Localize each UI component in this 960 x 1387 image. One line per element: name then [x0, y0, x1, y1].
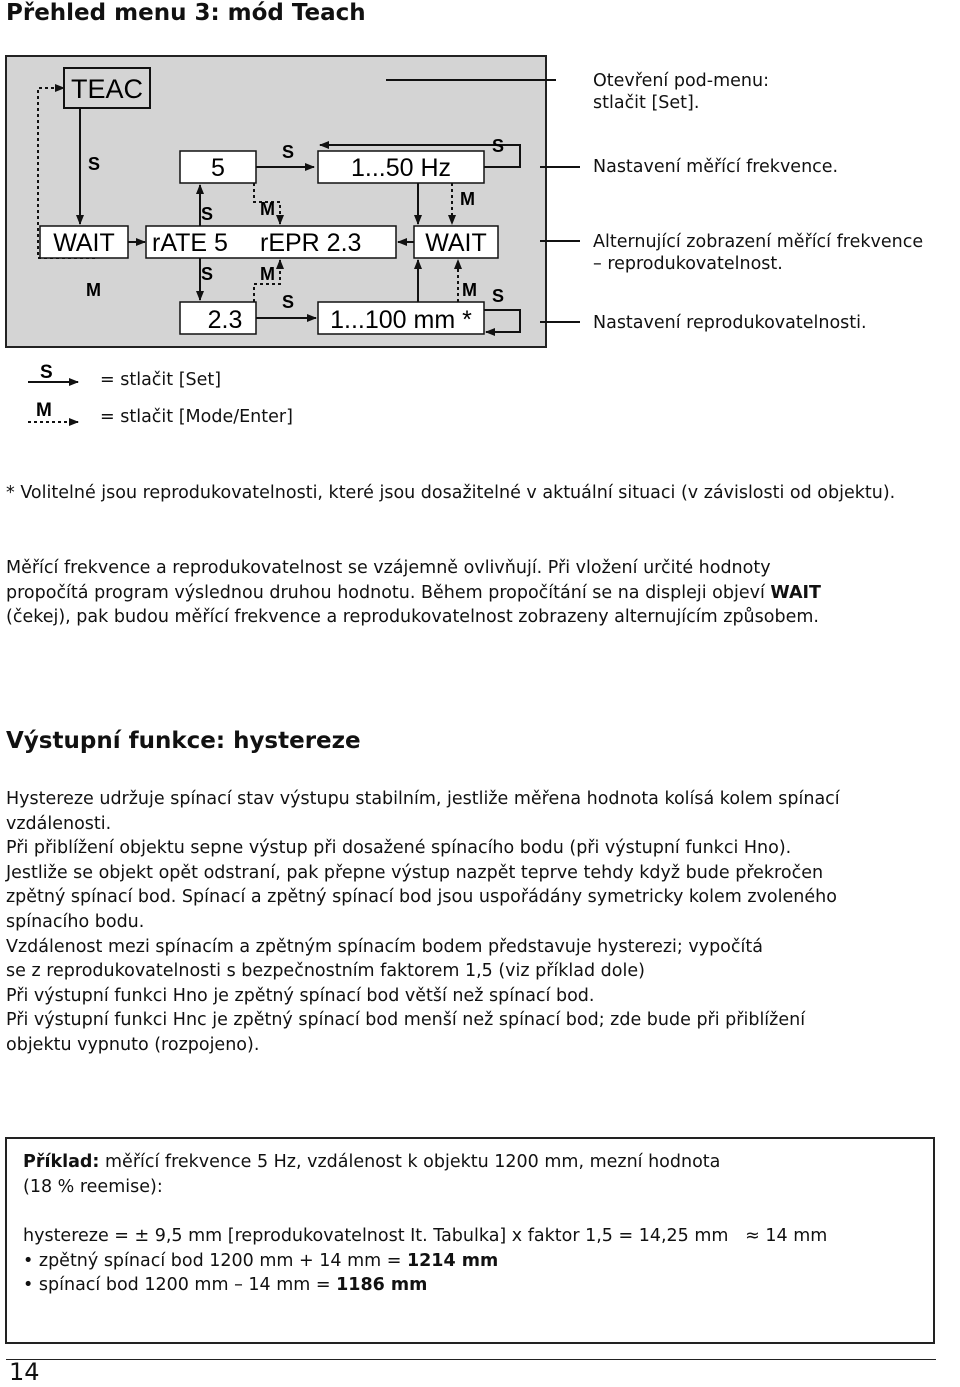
footer-divider — [6, 1359, 936, 1360]
wait-right-label: WAIT — [425, 229, 487, 257]
legend-s-key: S — [40, 362, 53, 383]
s-key-1: S — [88, 154, 101, 174]
value-5-label: 5 — [211, 154, 225, 182]
legend-s-text: = stlačit [Set] — [100, 370, 222, 390]
approx-symbol: ≈ — [745, 1226, 760, 1246]
m-key-1: M — [86, 280, 101, 300]
teac-label: TEAC — [70, 74, 144, 104]
svg-text:S: S — [492, 136, 505, 156]
page-number: 14 — [9, 1358, 40, 1386]
legend-symbols — [20, 358, 90, 430]
svg-text:S: S — [201, 264, 214, 284]
svg-text:S: S — [492, 286, 505, 306]
example-calc: hystereze = ± 9,5 mm [reprodukovatelnost It. Tabulka] x faktor 1,5 = 14,25 mm ≈ 14 mm • zpětný spínací bod 1200 mm + 14 mm = 1214 mm • spínací bod 1200 mm – 14 mm = 1186 mm — [23, 1226, 828, 1296]
page-title: Přehled menu 3: mód Teach — [6, 0, 366, 26]
legend-m-key: M — [36, 400, 52, 421]
svg-text:S: S — [282, 292, 295, 312]
example-box — [5, 1137, 935, 1344]
svg-text:S: S — [282, 142, 295, 162]
rate-label: rATE 5 — [152, 229, 228, 257]
svg-text:M: M — [260, 264, 275, 284]
annotation-freq: Nastavení měřící frekvence. — [593, 157, 839, 177]
svg-text:M: M — [460, 189, 475, 209]
hysteresis-text: Hystereze udržuje spínací stav výstupu stabilním, jestliže měřena hodnota kolísá kolem spínací vzdálenosti. Při přiblížení objektu sepne výstup při dosažené spínacího bodu (při výstupní funkci Hno). Jestliže se objekt opět odstraní, pak přepne výstup nazpět teprve tehdy když bude překročen zpětný spínací bod. Spínací a zpětný spínací bod jsou uspořádány symetricky kolem zvoleného spínacího bodu. Vzdálenost mezi spínacím a zpětným spínacím bodem představuje hysterezi; vypočítá se z reprodukovatelnosti s bezpečnostním faktorem 1,5 (viz příklad dole) Při výstupní funkci Hno je zpětný spínací bod větší než spínací bod. Při výstupní funkci Hnc je zpětný spínací bod menší než spínací bod; zde bude při přiblížení objektu vypnuto (rozpojeno). — [6, 789, 840, 1055]
repr-range-label: 1...100 mm * — [330, 306, 472, 334]
annotation-alt: Alternující zobrazení měřící frekvence – reprodukovatelnost. — [593, 232, 924, 274]
example-intro: Příklad: měřící frekvence 5 Hz, vzdálenost k objektu 1200 mm, mezní hodnota (18 % reemise): — [23, 1152, 721, 1197]
svg-text:M: M — [462, 280, 477, 300]
value-23-label: 2.3 — [207, 306, 243, 334]
annotation-repr: Nastavení reprodukovatelnosti. — [593, 313, 867, 333]
wait-left-label: WAIT — [53, 229, 115, 257]
freq-range-label: 1...50 Hz — [350, 154, 452, 182]
annotation-open: Otevření pod-menu: stlačit [Set]. — [593, 71, 769, 113]
section-heading: Výstupní funkce: hystereze — [6, 728, 361, 754]
legend-m-text: = stlačit [Mode/Enter] — [100, 407, 293, 427]
intro-paragraph: Měřící frekvence a reprodukovatelnost se vzájemně ovlivňují. Při vložení určité hodnoty propočítá program výslednou druhou hodnotu. Během propočítání se na displeji objeví WAIT (čekej), pak budou měřící frekvence a reprodukovatelnost zobrazeny alternujícím způsobem. — [6, 558, 821, 628]
svg-text:M: M — [260, 199, 275, 219]
repr-label: rEPR 2.3 — [260, 229, 362, 257]
footnote: * Volitelné jsou reprodukovatelnosti, které jsou dosažitelné v aktuální situaci (v závislosti od objektu). — [6, 483, 896, 503]
svg-text:S: S — [201, 204, 214, 224]
